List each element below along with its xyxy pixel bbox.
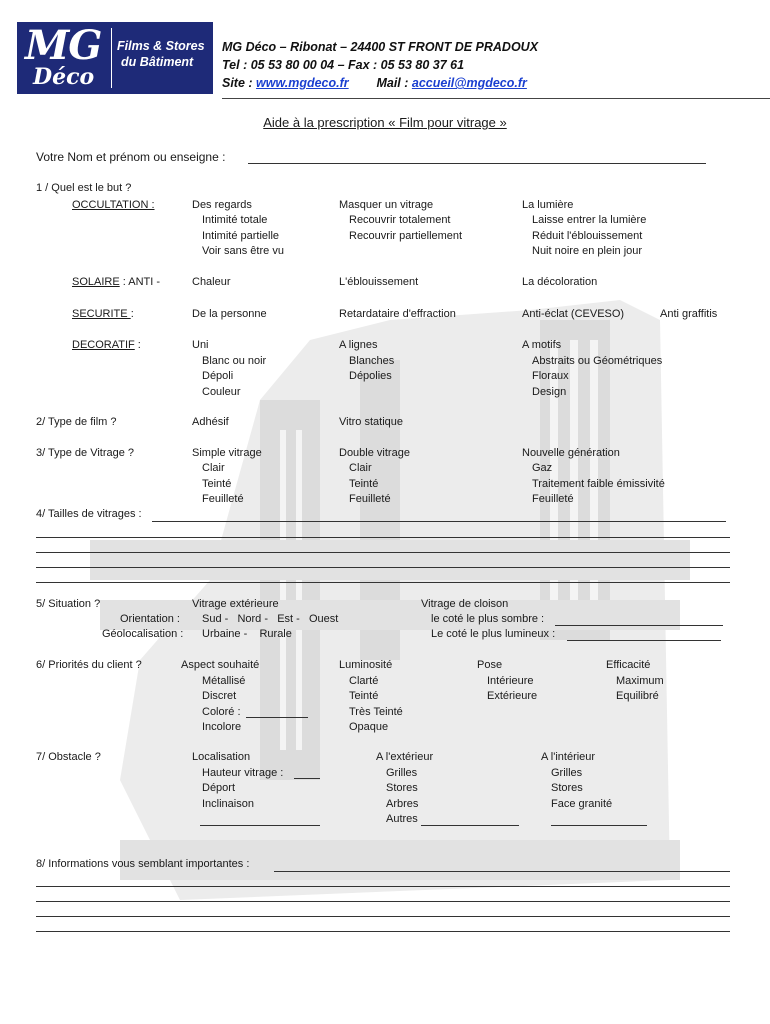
solaire-label-suffix: : ANTI - xyxy=(119,276,161,288)
mail-link[interactable]: accueil@mgdeco.fr xyxy=(411,76,527,90)
q5-geo-label: Géolocalisation : xyxy=(102,628,184,640)
decoratif-c3-0: A motifs xyxy=(522,339,562,351)
q7-c1-0: Localisation xyxy=(192,751,251,763)
securite-c1: De la personne xyxy=(192,308,267,320)
q7-c2-0: A l'extérieur xyxy=(376,751,434,763)
q3-c1-3: Feuilleté xyxy=(202,493,244,505)
q5-label: 5/ Situation ? xyxy=(36,598,101,610)
q4-field-3[interactable] xyxy=(36,567,730,568)
logo-tagline-1: Films & Stores xyxy=(117,39,205,53)
decoratif-c3-1: Abstraits ou Géométriques xyxy=(532,355,663,367)
decoratif-c3-3: Design xyxy=(532,386,567,398)
occultation-c3-1: Laisse entrer la lumière xyxy=(532,214,647,226)
page-title: Aide à la prescription « Film pour vitrage » xyxy=(263,115,507,130)
company-logo xyxy=(17,22,213,94)
q3-c2-0: Double vitrage xyxy=(339,447,410,459)
q5-ext: Vitrage extérieure xyxy=(192,598,279,610)
name-label: Votre Nom et prénom ou enseigne : xyxy=(36,150,226,164)
q3-c1-1: Clair xyxy=(202,462,225,474)
q6-c4-1: Maximum xyxy=(616,675,664,687)
q4-field-0[interactable] xyxy=(152,521,726,522)
q7-c3-0: A l'intérieur xyxy=(541,751,596,763)
solaire-c3: La décoloration xyxy=(522,276,598,288)
q7-c1-3: Inclinaison xyxy=(202,798,254,810)
q7-c3-2: Stores xyxy=(551,782,583,794)
q7-label: 7/ Obstacle ? xyxy=(36,751,101,763)
logo-divider xyxy=(111,28,112,88)
q3-label: 3/ Type de Vitrage ? xyxy=(36,447,135,459)
q7-autres-field[interactable] xyxy=(421,825,519,826)
securite-label-suffix: : xyxy=(130,308,134,320)
q8-field-2[interactable] xyxy=(36,901,730,902)
q3-c3-1: Gaz xyxy=(532,462,553,474)
q6-c3-2: Extérieure xyxy=(487,690,538,702)
q6-label: 6/ Priorités du client ? xyxy=(36,659,142,671)
q5-sombre: le coté le plus sombre : xyxy=(431,613,545,625)
q3-c1-2: Teinté xyxy=(202,478,232,490)
solaire-label-text: SOLAIRE xyxy=(72,276,120,288)
q3-c1-0: Simple vitrage xyxy=(192,447,262,459)
q5-sombre-field[interactable] xyxy=(555,625,723,626)
logo-deco: Déco xyxy=(33,64,95,90)
q4-field-2[interactable] xyxy=(36,552,730,553)
decoratif-c2-0: A lignes xyxy=(339,339,378,351)
decoratif-c1-0: Uni xyxy=(192,339,209,351)
header-phone: Tel : 05 53 80 00 04 – Fax : 05 53 80 37 61 xyxy=(222,58,465,72)
q6-c2-1: Clarté xyxy=(349,675,379,687)
q7-c3-1: Grilles xyxy=(551,767,583,779)
q7-c2-2: Stores xyxy=(386,782,418,794)
q6-colore-field[interactable] xyxy=(246,717,308,718)
q2-label: 2/ Type de film ? xyxy=(36,416,117,428)
securite-c2: Retardataire d'effraction xyxy=(339,308,456,320)
securite-label-text: SECURITE xyxy=(72,308,131,320)
q7-c2-4: Autres xyxy=(386,813,418,825)
q2-c1: Adhésif xyxy=(192,416,229,428)
q8-field-3[interactable] xyxy=(36,916,730,917)
q8-field-4[interactable] xyxy=(36,931,730,932)
securite-c3: Anti-éclat (CEVESO) xyxy=(522,308,625,320)
q6-c1-3: Coloré : xyxy=(202,706,241,718)
q6-c1-2: Discret xyxy=(202,690,237,702)
header-rule xyxy=(222,98,770,99)
q6-c2-2: Teinté xyxy=(349,690,379,702)
occultation-c2-1: Recouvrir totalement xyxy=(349,214,451,226)
q7-c3-extra-field[interactable] xyxy=(551,825,647,826)
site-link[interactable]: www.mgdeco.fr xyxy=(256,76,349,90)
q3-c3-3: Feuilleté xyxy=(532,493,574,505)
q5-orientation-label: Orientation : xyxy=(120,613,180,625)
q6-c4-0: Efficacité xyxy=(606,659,651,671)
occultation-c2-2: Recouvrir partiellement xyxy=(349,230,463,242)
solaire-c1: Chaleur xyxy=(192,276,231,288)
q3-c3-2: Traitement faible émissivité xyxy=(532,478,665,490)
mail-label: Mail : xyxy=(376,76,412,90)
occultation-c1-3: Voir sans être vu xyxy=(202,245,284,257)
decoratif-c1-3: Couleur xyxy=(202,386,241,398)
q7-c1-1: Hauteur vitrage : xyxy=(202,767,284,779)
q8-label: 8/ Informations vous semblant importantes : xyxy=(36,858,250,870)
q7-c1-extra-field[interactable] xyxy=(200,825,320,826)
q3-c2-2: Teinté xyxy=(349,478,379,490)
occultation-c3-0: La lumière xyxy=(522,199,574,211)
q8-field-1[interactable] xyxy=(36,886,730,887)
q4-label: 4/ Tailles de vitrages : xyxy=(36,508,142,520)
q7-c3-3: Face granité xyxy=(551,798,613,810)
solaire-label xyxy=(72,276,160,288)
q8-field-0[interactable] xyxy=(274,871,730,872)
occultation-label: OCCULTATION : xyxy=(72,199,155,211)
q5-lumineux-field[interactable] xyxy=(567,640,721,641)
q5-geo: Urbaine - Rurale xyxy=(202,628,292,640)
q6-c2-3: Très Teinté xyxy=(349,706,403,718)
q2-c2: Vitro statique xyxy=(339,416,404,428)
decoratif-c1-2: Dépoli xyxy=(202,370,234,382)
logo-tagline-2: du Bâtiment xyxy=(121,55,194,69)
occultation-c2-0: Masquer un vitrage xyxy=(339,199,434,211)
decoratif-c2-1: Blanches xyxy=(349,355,395,367)
q1-label: 1 / Quel est le but ? xyxy=(36,182,132,194)
decoratif-c1-1: Blanc ou noir xyxy=(202,355,267,367)
q6-c4-2: Equilibré xyxy=(616,690,659,702)
q3-c2-1: Clair xyxy=(349,462,372,474)
decoratif-c3-2: Floraux xyxy=(532,370,569,382)
occultation-c1-0: Des regards xyxy=(192,199,252,211)
q6-c1-0: Aspect souhaité xyxy=(181,659,260,671)
logo-mg: MG xyxy=(25,22,102,69)
solaire-c2: L'éblouissement xyxy=(339,276,419,288)
site-label: Site : xyxy=(222,76,257,90)
q5-lumineux: Le coté le plus lumineux : xyxy=(431,628,556,640)
header-contact xyxy=(222,76,527,90)
decoratif-label-text: DECORATIF xyxy=(72,339,135,351)
q3-c3-0: Nouvelle génération xyxy=(522,447,620,459)
q7-c2-3: Arbres xyxy=(386,798,419,810)
q6-c1-1: Métallisé xyxy=(202,675,246,687)
occultation-c1-2: Intimité partielle xyxy=(202,230,280,242)
decoratif-c2-2: Dépolies xyxy=(349,370,392,382)
decoratif-label xyxy=(72,339,141,351)
name-field[interactable] xyxy=(248,163,706,164)
q7-c1-2: Déport xyxy=(202,782,236,794)
q6-c1-4: Incolore xyxy=(202,721,242,733)
decoratif-label-suffix: : xyxy=(134,339,141,351)
q4-field-4[interactable] xyxy=(36,582,730,583)
q4-field-1[interactable] xyxy=(36,537,730,538)
securite-c4: Anti graffitis xyxy=(660,308,718,320)
q3-c2-3: Feuilleté xyxy=(349,493,391,505)
q6-c3-0: Pose xyxy=(477,659,503,671)
occultation-c3-2: Réduit l'éblouissement xyxy=(532,230,643,242)
q5-cloison: Vitrage de cloison xyxy=(421,598,509,610)
q5-orientation: Sud - Nord - Est - Ouest xyxy=(202,613,339,625)
q7-hauteur-field[interactable] xyxy=(294,778,320,779)
q6-c2-4: Opaque xyxy=(349,721,389,733)
q6-c2-0: Luminosité xyxy=(339,659,393,671)
header-address: MG Déco – Ribonat – 24400 ST FRONT DE PRADOUX xyxy=(222,40,539,54)
occultation-c1-1: Intimité totale xyxy=(202,214,268,226)
q6-c3-1: Intérieure xyxy=(487,675,534,687)
occultation-c3-3: Nuit noire en plein jour xyxy=(532,245,643,257)
q7-c2-1: Grilles xyxy=(386,767,418,779)
securite-label xyxy=(72,308,134,320)
